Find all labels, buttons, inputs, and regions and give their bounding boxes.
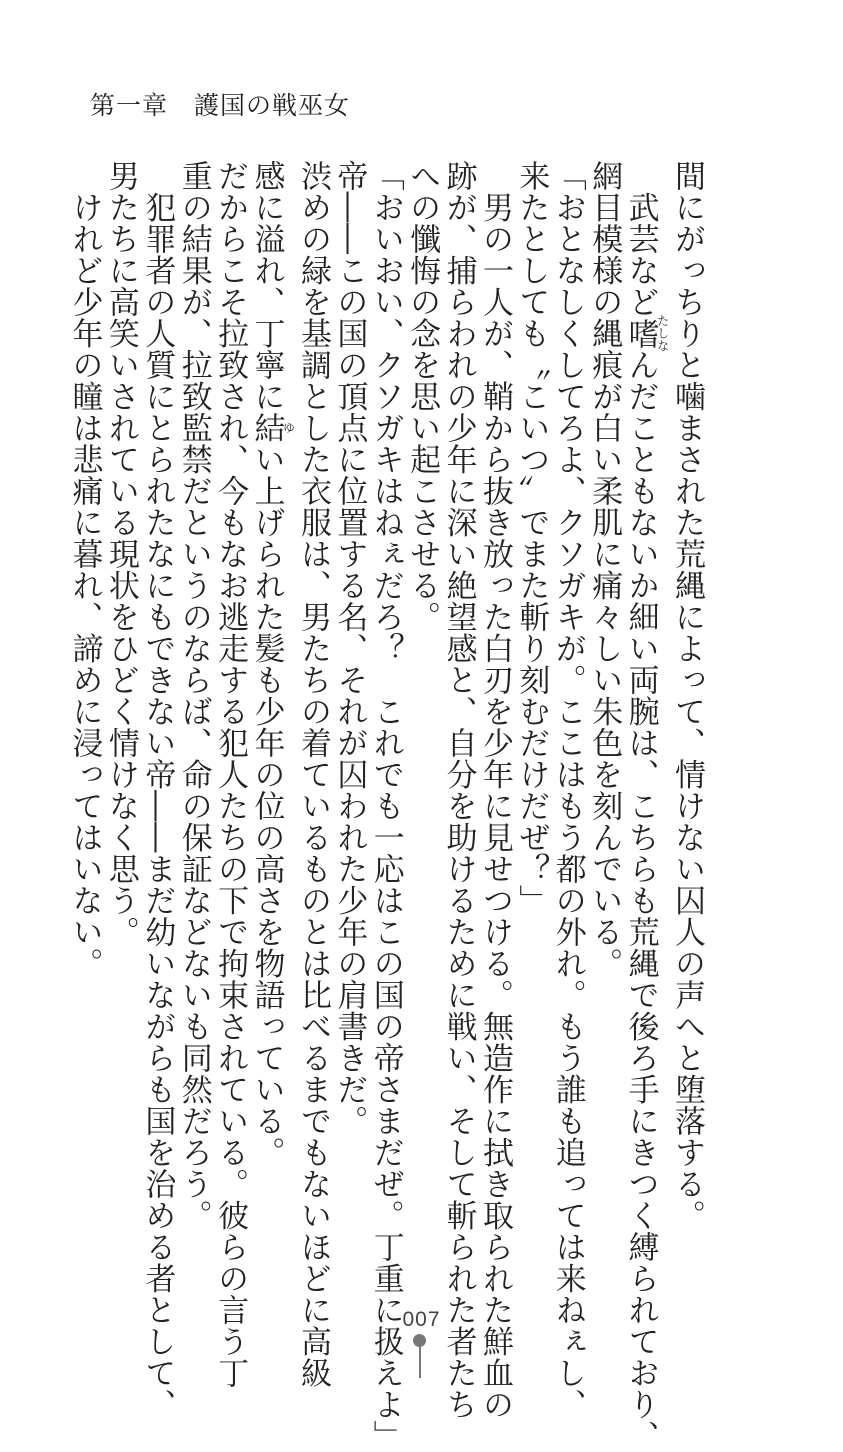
ruby-base: 結 (248, 412, 285, 444)
folio-dot-icon (413, 1334, 426, 1347)
text-line: 「おいおい、クソガキはねぇだろ？ これでも一応はこの国の帝さまだぜ。丁重に扱えよ」 (367, 160, 404, 1452)
text-line: 跡が、捕らわれの少年に深い絶望感と、自分を助けるために戦い、そして斬られた者たち (440, 160, 477, 1420)
text-line: 渋めの緑を基調とした衣服は、男たちの着ているものとは比べるまでもないほどに高級 (294, 160, 331, 1389)
text-line-part: ことも (622, 412, 659, 507)
text-line: 男の一人が、鞘から抜き放った白刃を少年に見せつける。無造作に拭き取られた鮮血の (476, 160, 513, 1420)
text-line-part: 武芸など (622, 160, 659, 318)
ruby-base: 嗜 (622, 314, 659, 352)
folio-ornament (413, 1334, 427, 1378)
text-line-part: 感に溢れ、丁寧に (248, 160, 285, 412)
text-line: 帝――この国の頂点に位置する名、それが囚われた少年の肩書きだ。 (331, 160, 368, 1137)
ruby-reading: たしな (655, 314, 670, 352)
text-line (248, 160, 296, 1168)
ruby-text (622, 314, 670, 352)
text-line-part: ないか細い両腕は、こちらも荒縄で後ろ手にきつく縛られており、 (622, 506, 659, 1452)
text-line: 来たとしても〝こいつ〟でまた斬り刻むだけだぜ？」 (513, 160, 550, 916)
chapter-header: 第一章 護国の戦巫女 (90, 91, 351, 120)
text-line (622, 160, 670, 1452)
ruby-text (248, 412, 296, 444)
page-number: 007 (402, 1308, 441, 1331)
text-line: 男たちに高笑いされている現状をひどく情けなく思う。 (102, 160, 139, 948)
text-line: 犯罪者の人質にとられたなにもできない帝――まだ幼いながらも国を治める者として、 (139, 160, 176, 1420)
text-line-part: い上げられた髪も少年の位の高さを物語っている。 (248, 443, 285, 1168)
folio-stem-line (419, 1347, 421, 1378)
text-line: 重の結果が、拉致監禁だというのならば、命の保証などないも同然だろう。 (175, 160, 212, 1231)
text-line: だからこそ拉致され、今もなお逃走する犯人たちの下で拘束されている。彼らの言う丁 (212, 160, 249, 1389)
ruby-reading: ゆ (281, 412, 296, 444)
text-line: 間にがっちりと噛まされた荒縄によって、情けない囚人の声へと堕落する。 (669, 160, 705, 1231)
text-line-part: んだ (622, 349, 659, 412)
text-line: 網目模様の縄痕が白い柔肌に痛々しい朱色を刻んでいる。 (586, 160, 623, 979)
text-line: けれど少年の瞳は悲痛に暮れ、諦めに浸ってはいない。 (66, 160, 103, 979)
text-line: への懺悔の念を思い起こさせる。 (404, 160, 441, 633)
text-line: 「おとなしくしてろよ、クソガキが。ここはもう都の外れ。もう誰も追っては来ねぇし、 (549, 160, 586, 1420)
